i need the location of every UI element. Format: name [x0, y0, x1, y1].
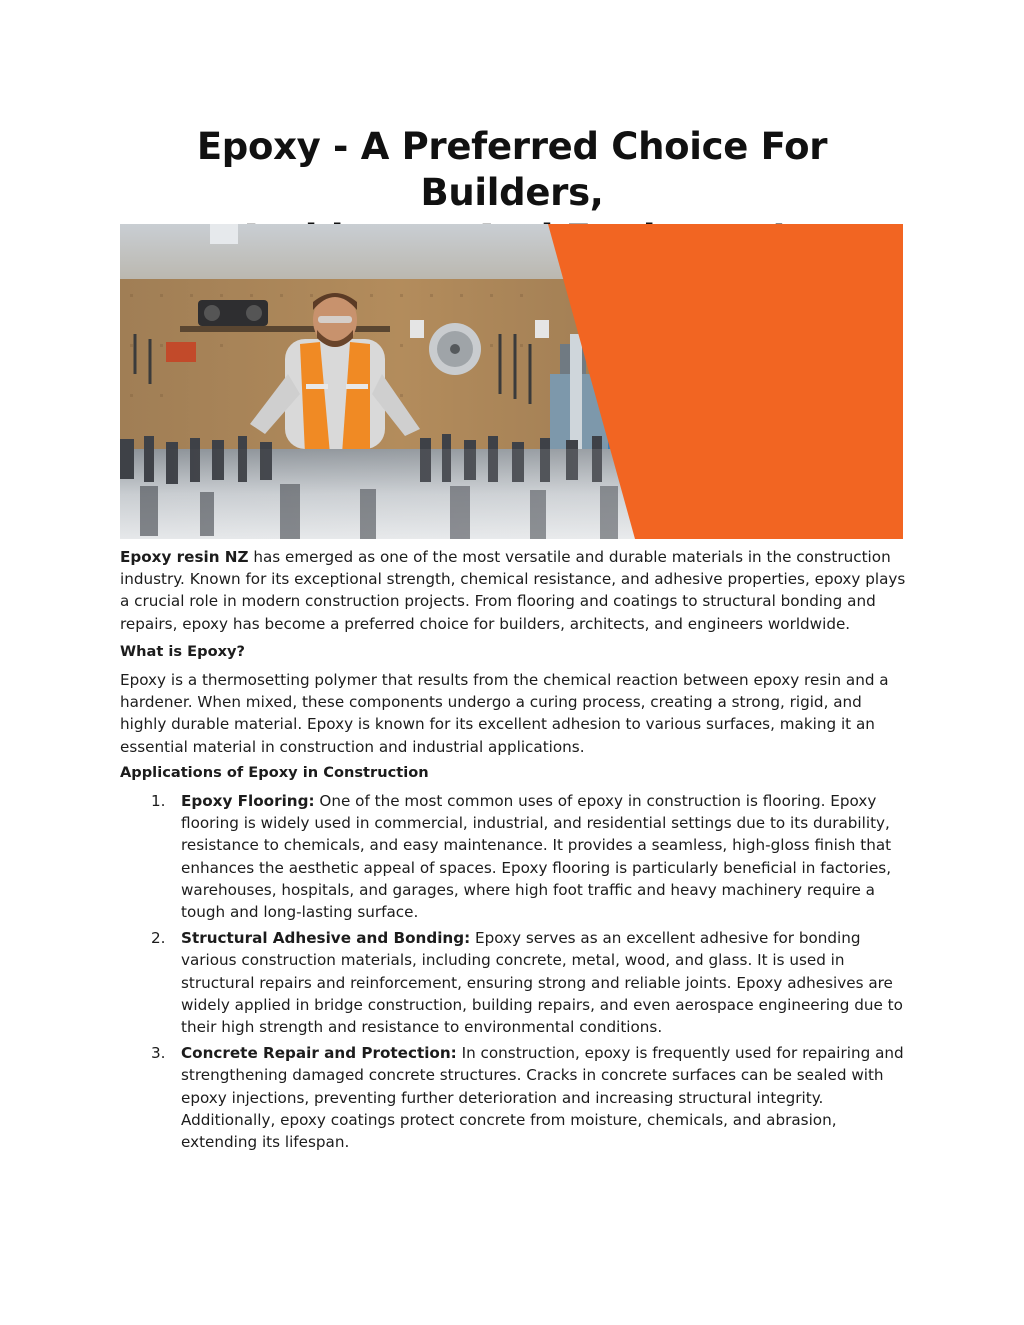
list-item	[120, 1042, 910, 1153]
applications-list	[120, 790, 910, 1153]
list-item-number: 1.	[151, 792, 166, 811]
list-item-title: Concrete Repair and Protection:	[181, 1044, 457, 1063]
intro-paragraph	[120, 546, 910, 635]
list-item-text: In construction, epoxy is frequently used for repairing and strengthening damaged concrete structures. Cracks in concrete surfaces can be sealed with epoxy injections, preventing further deterioration and increasing structural integrity. Additionally, epoxy coatings protect concrete from moisture, chemicals, and abrasion, extending its lifespan.	[181, 1044, 904, 1152]
applications-heading: Applications of Epoxy in Construction	[120, 763, 429, 781]
list-item	[120, 790, 910, 923]
hero-image	[120, 224, 903, 539]
list-item-title: Structural Adhesive and Bonding:	[181, 929, 471, 948]
list-item-number: 2.	[151, 929, 166, 948]
list-item	[120, 927, 910, 1038]
what-paragraph: Epoxy is a thermosetting polymer that results from the chemical reaction between epoxy resin and a hardener. When mixed, these components undergo a curing process, creating a strong, rigid, and highly durable material. Epoxy is known for its excellent adhesion to various surfaces, making it an essential material in construction and industrial applications.	[120, 671, 889, 756]
what-heading: What is Epoxy?	[120, 642, 245, 660]
intro-text: has emerged as one of the most versatile and durable materials in the construction industry. Known for its exceptional strength, chemical resistance, and adhesive properties, epoxy plays a crucial role in modern construction projects. From flooring and coatings to structural bonding and repairs, epoxy has become a preferred choice for builders, architects, and engineers worldwide.	[120, 548, 906, 633]
list-item-title: Epoxy Flooring:	[181, 792, 315, 811]
list-item-number: 3.	[151, 1044, 166, 1063]
title-line-1: Epoxy - A Preferred Choice For Builders,	[196, 125, 828, 214]
list-item-text: Epoxy serves as an excellent adhesive for bonding various construction materials, including concrete, metal, wood, and glass. It is used in structural repairs and reinforcement, ensuring strong and reliable joints. Epoxy adhesives are widely applied in bridge construction, building repairs, and even aerospace engineering due to their high strength and resistance to environmental conditions.	[181, 929, 903, 1037]
list-item-text: One of the most common uses of epoxy in construction is flooring. Epoxy flooring is widely used in commercial, industrial, and residential settings due to its durability, resistance to chemicals, and easy maintenance. It provides a seamless, high-gloss finish that enhances the aesthetic appeal of spaces. Epoxy flooring is particularly beneficial in factories, warehouses, hospitals, and garages, where high foot traffic and heavy machinery require a tough and long-lasting surface.	[181, 792, 892, 922]
article-body	[120, 546, 910, 1157]
intro-lead: Epoxy resin NZ	[120, 548, 249, 566]
